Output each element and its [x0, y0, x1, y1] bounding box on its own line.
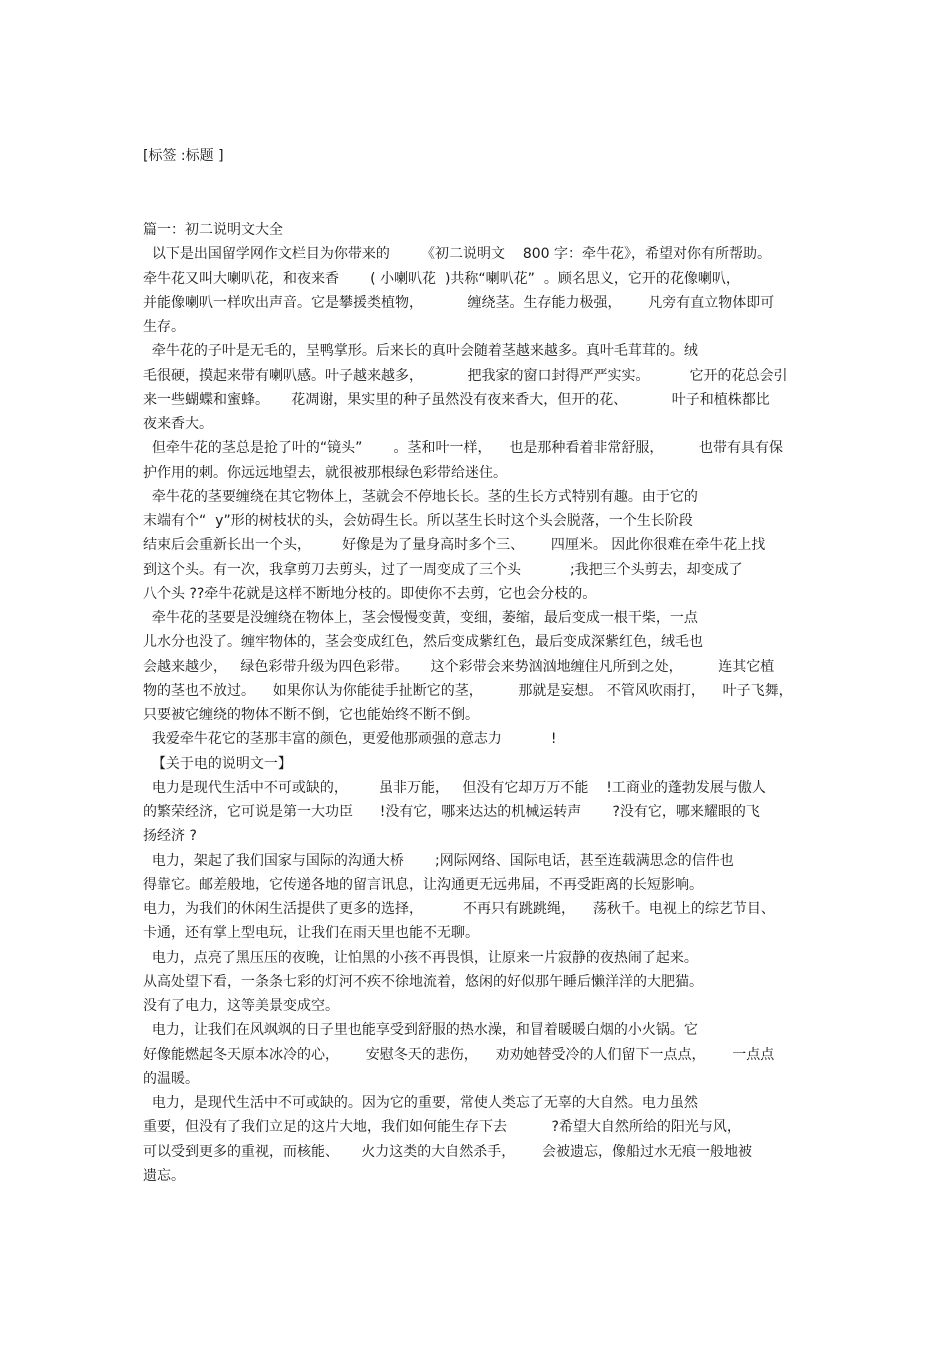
text-line: 电力，是现代生活中不可或缺的。因为它的重要，常使人类忘了无辜的大自然。电力虽然	[143, 1095, 698, 1111]
text-line: 牵牛花的茎要是没缠绕在物体上，茎会慢慢变黄，变细，萎缩，最后变成一根干柴，一点	[143, 610, 698, 626]
text-line: 的繁荣经济，它可说是第一大功臣 !没有它，哪来达达的机械运转声 ?没有它，哪来耀眼的飞	[143, 804, 760, 820]
text-line: 【关于电的说明文一】	[143, 755, 292, 772]
text-line: 篇一：初二说明文大全	[143, 222, 283, 238]
text-line: 护作用的刺。你远远地望去，就很被那根绿色彩带给迷住。	[143, 464, 507, 481]
text-line: 电力，架起了我们国家与国际的沟通大桥 ;网际网络、国际电话，甚至连载满思念的信件也	[143, 852, 734, 869]
text-line: 我爱牵牛花它的茎那丰富的颜色，更爱他那顽强的意志力 !	[143, 731, 557, 748]
text-line: 电力是现代生活中不可或缺的， 虽非万能， 但没有它却万万不能 !工商业的蓬勃发展与傲人	[143, 779, 766, 796]
text-line: 电力，让我们在风飒飒的日子里也能享受到舒服的热水澡，和冒着暖暖白烟的小火锅。它	[143, 1022, 698, 1039]
text-line: 来一些蝴蝶和蜜蜂。 花凋谢，果实里的种子虽然没有夜来香大，但开的花、 叶子和植株都比	[143, 391, 770, 408]
text-line: 遗忘。	[143, 1167, 185, 1184]
text-line: 以下是出国留学网作文栏目为你带来的 《初二说明文 800 字：牵牛花》，希望对你有所帮助。	[143, 246, 772, 263]
text-line: 儿水分也没了。缠牢物体的，茎会变成红色，然后变成紫红色，最后变成深紫红色，绒毛也	[143, 634, 703, 651]
text-line: 电力，点亮了黑压压的夜晚，让怕黑的小孩不再畏惧，让原来一片寂静的夜热闹了起来。	[143, 949, 698, 966]
text-line: 会越来越少， 绿色彩带升级为四色彩带。 这个彩带会来势汹汹地缠住凡所到之处， 连其它植	[143, 658, 775, 675]
text-line: 没有了电力，这等美景变成空。	[143, 998, 339, 1014]
text-line: 八个头 ??牵牛花就是这样不断地分枝的。即使你不去剪，它也会分枝的。	[143, 585, 597, 602]
text-line: 物的茎也不放过。 如果你认为你能徒手扯断它的茎， 那就是妄想。 不管风吹雨打， 叶子飞舞，	[143, 682, 793, 699]
text-line: 生存。	[143, 319, 185, 335]
text-line: 重要，但没有了我们立足的这片大地，我们如何能生存下去 ?希望大自然所给的阳光与风，	[143, 1119, 741, 1136]
text-line: 可以受到更多的重视，而核能、 火力这类的大自然杀手， 会被遗忘，像船过水无痕一般地被	[143, 1143, 752, 1160]
text-line: 末端有个“ y”形的树枝状的头，会妨碍生长。所以茎生长时这个头会脱落，一个生长阶段	[143, 513, 693, 529]
text-line: 牵牛花的子叶是无毛的，呈鸭掌形。后来长的真叶会随着茎越来越多。真叶毛茸茸的。绒	[143, 343, 698, 360]
text-line: 只要被它缠绕的物体不断不倒，它也能始终不断不倒。	[143, 707, 479, 723]
text-line: 电力，为我们的休闲生活提供了更多的选择， 不再只有跳跳绳， 荡秋千。电视上的综艺节目、	[143, 901, 775, 917]
text-line: 但牵牛花的茎总是抢了叶的“镜头” 。茎和叶一样， 也是那种看着非常舒服， 也带有具有保	[143, 440, 783, 457]
text-line: 从高处望下看，一条条七彩的灯河不疾不徐地流着，悠闲的好似那午睡后懒洋洋的大肥猫。	[143, 973, 703, 990]
text-line: 并能像喇叭一样吹出声音。它是攀援类植物， 缠绕茎。生存能力极强， 凡旁有直立物体即可	[143, 294, 775, 311]
text-line: 毛很硬，摸起来带有喇叭感。叶子越来越多， 把我家的窗口封得严严实实。 它开的花总会引	[143, 367, 788, 384]
text-line: 得靠它。邮差般地，它传递各地的留言讯息，让沟通更无远弗届，不再受距离的长短影响。	[143, 876, 703, 893]
text-line: 的温暖。	[143, 1070, 199, 1087]
text-line: 夜来香大。	[143, 416, 213, 432]
text-line: 扬经济 ?	[143, 828, 197, 845]
document-body	[143, 218, 823, 1188]
text-line: 牵牛花又叫大喇叭花，和夜来香 ( 小喇叭花 )共称“喇叭花” 。顾名思义，它开的花像喇叭，	[143, 270, 740, 287]
text-line: 结束后会重新长出一个头， 好像是为了量身高时多个三、 四厘米。 因此你很难在牵牛花上找	[143, 537, 766, 554]
text-line: 牵牛花的茎要缠绕在其它物体上，茎就会不停地长长。茎的生长方式特别有趣。由于它的	[143, 488, 698, 505]
text-line: 好像能燃起冬天原本冰冷的心， 安慰冬天的悲伤， 劝劝她替受冷的人们留下一点点， 一点点	[143, 1046, 775, 1063]
text-line: 到这个头。有一次，我拿剪刀去剪头，过了一周变成了三个头 ;我把三个头剪去，却变成了	[143, 561, 743, 578]
tag-label: [标签 :标题 ]	[143, 148, 224, 164]
text-line: 卡通，还有掌上型电玩，让我们在雨天里也能不无聊。	[143, 925, 479, 942]
